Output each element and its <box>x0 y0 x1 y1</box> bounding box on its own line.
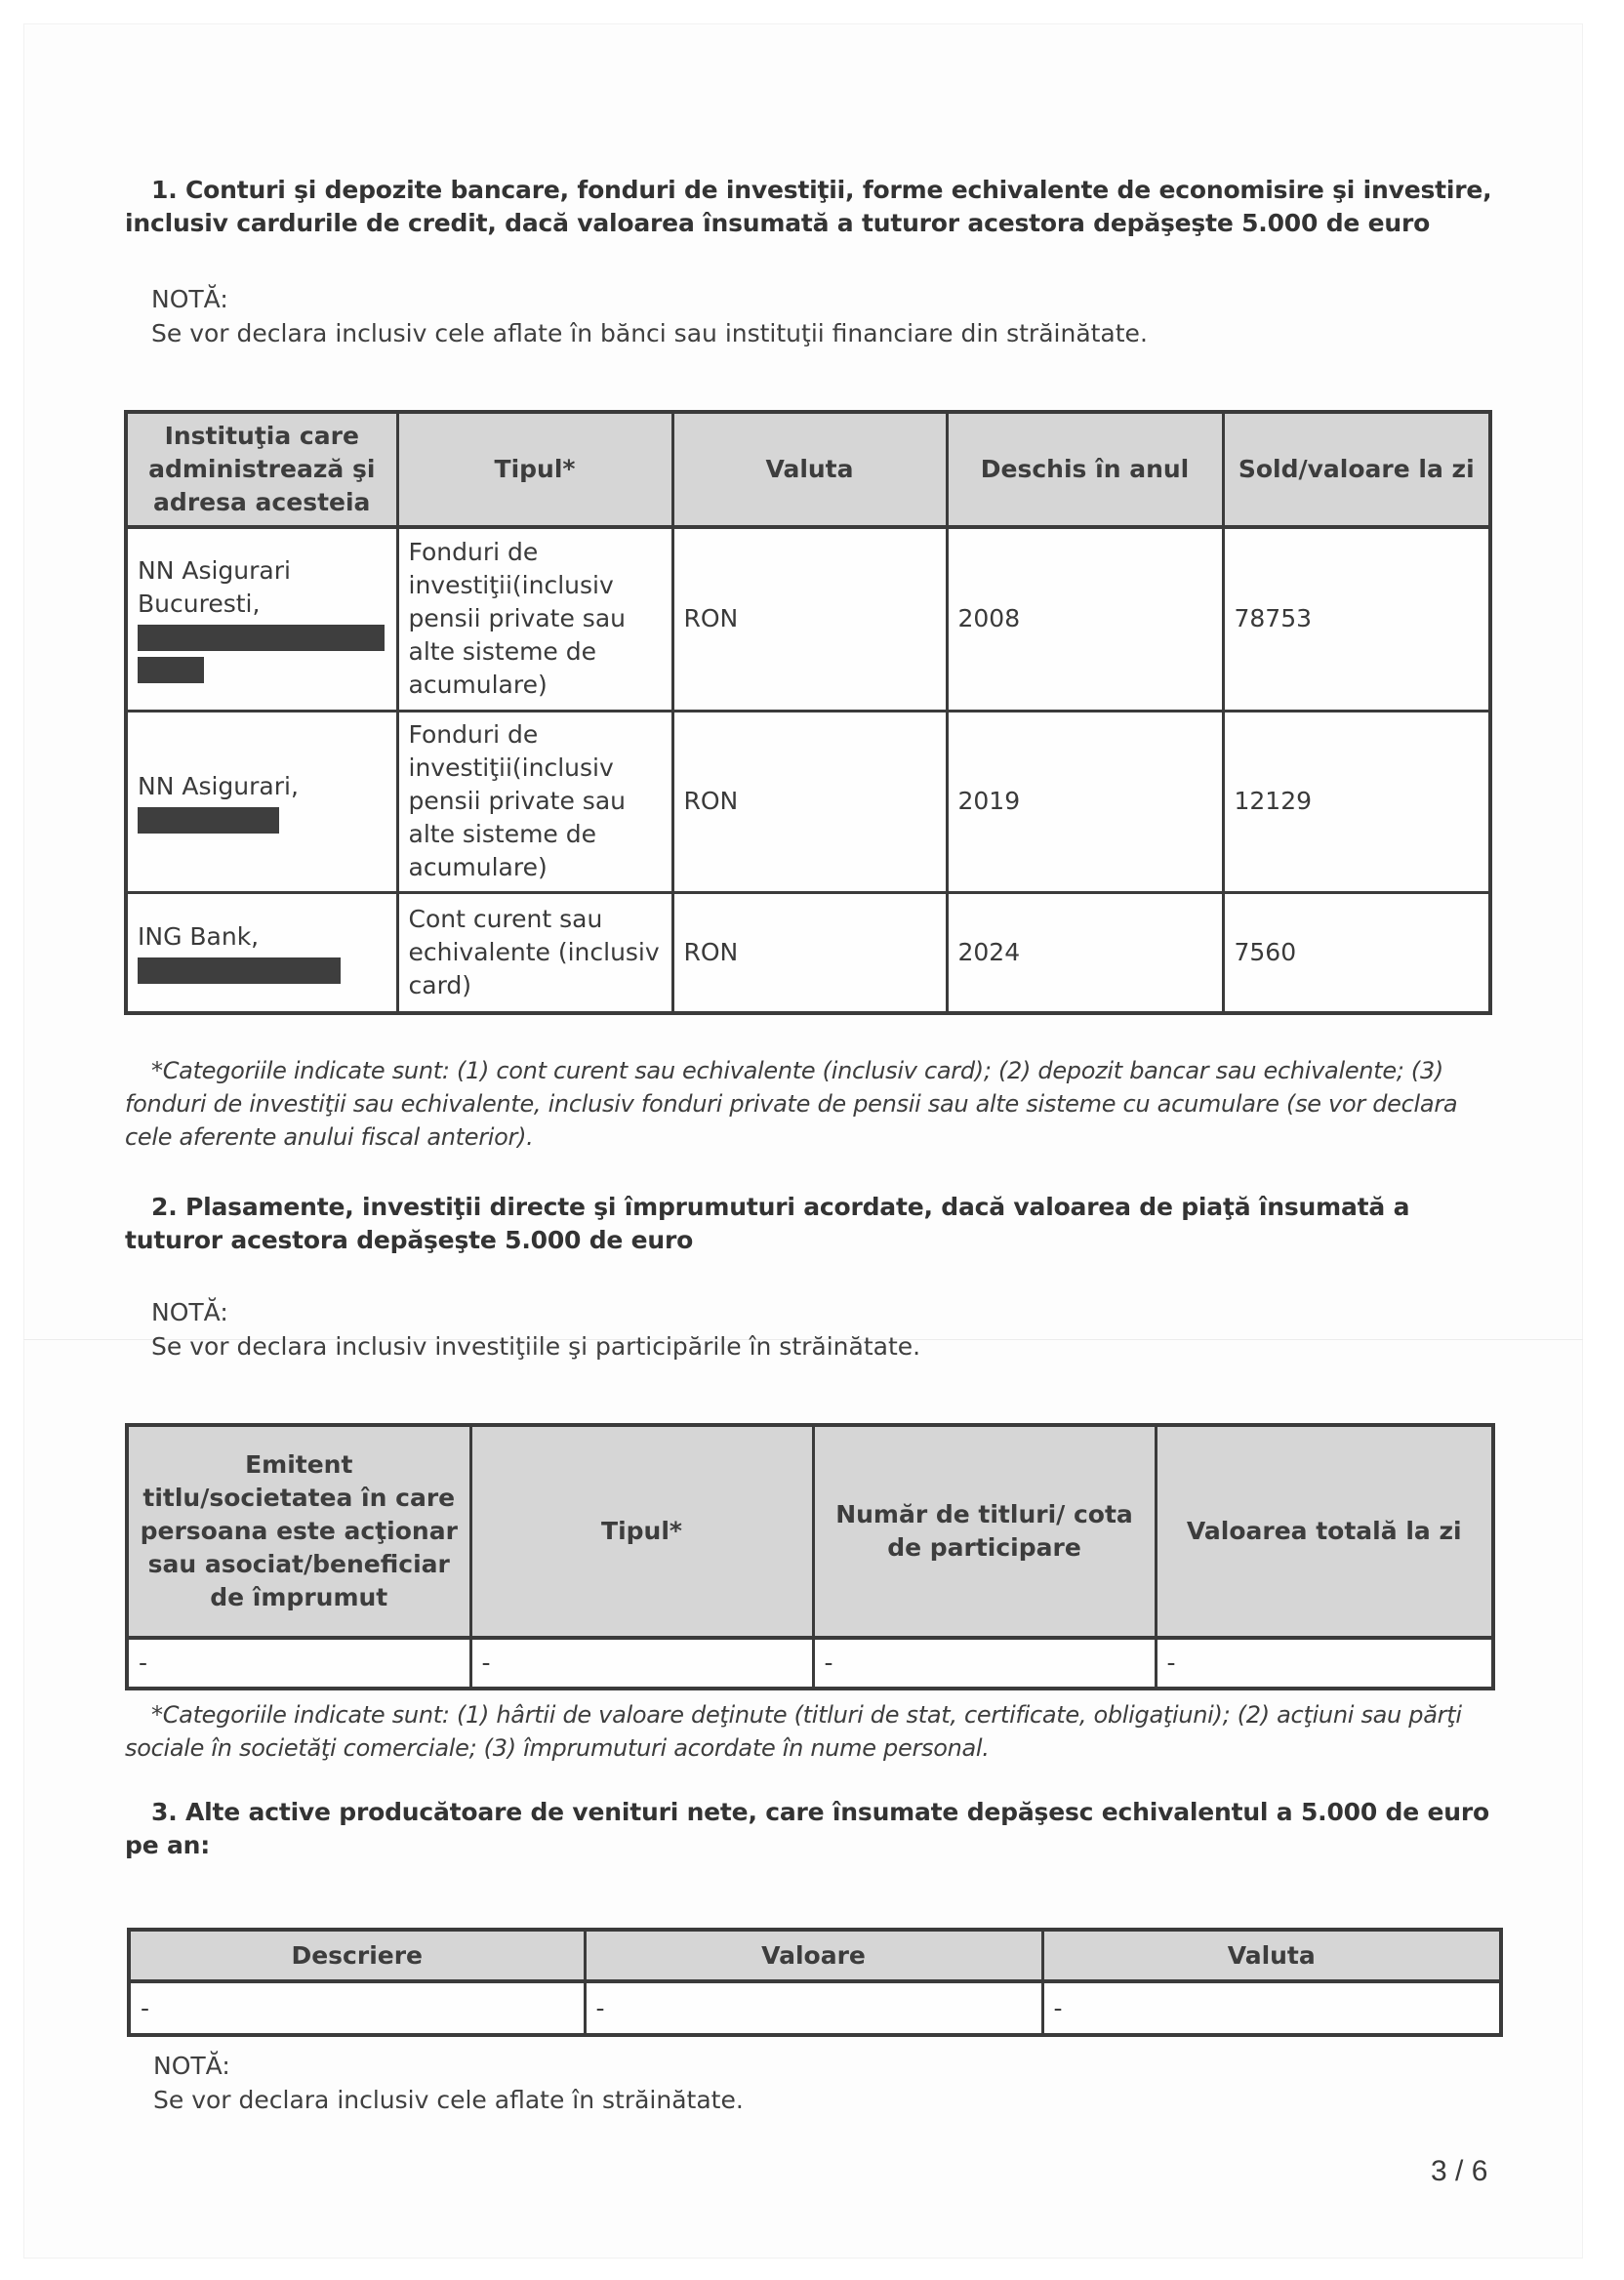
table-row <box>127 1638 1493 1689</box>
column-header-currency: Valuta <box>1042 1930 1501 1981</box>
column-header-value: Valoare <box>585 1930 1042 1981</box>
investments-table <box>125 1423 1495 1690</box>
opened-year-cell: 2024 <box>947 892 1223 1013</box>
section-3-note-label: NOTĂ: <box>153 2052 230 2080</box>
currency-cell: RON <box>672 527 947 711</box>
redacted-address <box>138 807 279 834</box>
column-header-issuer: Emitent titlu/societatea în care persoana este acţionar sau asociat/beneficiar de împrumut <box>127 1425 470 1638</box>
table-header-row <box>126 412 1490 527</box>
table-row <box>126 711 1490 892</box>
other-assets-table <box>127 1928 1503 2037</box>
institution-name: NN Asigurari Bucuresti, <box>138 556 291 619</box>
balance-cell: 78753 <box>1223 527 1490 711</box>
table-row <box>126 527 1490 711</box>
column-header-currency: Valuta <box>672 412 947 527</box>
total-value-cell: - <box>1156 1638 1493 1689</box>
institution-cell <box>126 711 397 892</box>
column-header-type: Tipul* <box>470 1425 813 1638</box>
currency-cell: - <box>1042 1981 1501 2035</box>
type-cell: Fonduri de investiţii(inclusiv pensii private sau alte sisteme de acumulare) <box>397 527 672 711</box>
column-header-shares-count: Număr de titluri/ cota de participare <box>813 1425 1156 1638</box>
column-header-balance: Sold/valoare la zi <box>1223 412 1490 527</box>
column-header-description: Descriere <box>129 1930 585 1981</box>
value-cell: - <box>585 1981 1042 2035</box>
redacted-address <box>138 625 385 651</box>
issuer-cell: - <box>127 1638 470 1689</box>
institution-name: NN Asigurari, <box>138 771 299 800</box>
column-header-institution: Instituţia care administrează şi adresa acesteia <box>126 412 397 527</box>
currency-cell: RON <box>672 711 947 892</box>
column-header-type: Tipul* <box>397 412 672 527</box>
description-cell: - <box>129 1981 585 2035</box>
section-2-note-label: NOTĂ: <box>151 1298 228 1326</box>
opened-year-cell: 2008 <box>947 527 1223 711</box>
balance-cell: 7560 <box>1223 892 1490 1013</box>
institution-name: ING Bank, <box>138 922 260 952</box>
column-header-opened-year: Deschis în anul <box>947 412 1223 527</box>
opened-year-cell: 2019 <box>947 711 1223 892</box>
shares-count-cell: - <box>813 1638 1156 1689</box>
table-row <box>126 892 1490 1013</box>
section-3-note-text: Se vor declara inclusiv cele aflate în străinătate. <box>153 2086 744 2114</box>
type-cell: Cont curent sau echivalente (inclusiv card) <box>397 892 672 1013</box>
type-cell: Fonduri de investiţii(inclusiv pensii private sau alte sisteme de acumulare) <box>397 711 672 892</box>
section-1-note-label: NOTĂ: <box>151 285 228 313</box>
section-2-title: 2. Plasamente, investiţii directe şi împrumuturi acordate, dacă valoarea de piaţă însumată a tuturor acestora depăşeşte 5.000 de euro <box>125 1193 1410 1254</box>
currency-cell: RON <box>672 892 947 1013</box>
column-header-total-value: Valoarea totală la zi <box>1156 1425 1493 1638</box>
table-header-row <box>129 1930 1501 1981</box>
institution-cell <box>126 527 397 711</box>
redacted-address <box>138 957 341 984</box>
table-row <box>129 1981 1501 2035</box>
type-cell: - <box>470 1638 813 1689</box>
redacted-address <box>138 657 204 683</box>
section-1-note-text: Se vor declara inclusiv cele aflate în bănci sau instituţii financiare din străinătate. <box>151 319 1148 347</box>
section-2-footnote: *Categoriile indicate sunt: (1) hârtii de valoare deţinute (titluri de stat, certificate, obligaţiuni); (2) acţiuni sau părţi sociale în societăţi comerciale; (3) împrumuturi acordate în nume personal. <box>125 1701 1462 1762</box>
page-number: 3 / 6 <box>1431 2155 1488 2187</box>
table-header-row <box>127 1425 1493 1638</box>
section-1-title: 1. Conturi şi depozite bancare, fonduri de investiţii, forme echivalente de economisire şi investire, inclusiv cardurile de credit, dacă valoarea însumată a tuturor acestora depăşeşte 5.000 de euro <box>125 176 1492 237</box>
balance-cell: 12129 <box>1223 711 1490 892</box>
section-1-footnote: *Categoriile indicate sunt: (1) cont curent sau echivalente (inclusiv card); (2) depozit bancar sau echivalente; (3) fonduri de investiţii sau echivalente, inclusiv fonduri private de pensii sau alte sisteme cu acumulare (se vor declara cele aferente anului fiscal anterior). <box>125 1057 1458 1151</box>
section-3-title: 3. Alte active producătoare de venituri nete, care însumate depăşesc echivalentul a 5.000 de euro pe an: <box>125 1798 1489 1859</box>
bank-accounts-table <box>124 410 1492 1015</box>
institution-cell <box>126 892 397 1013</box>
section-2-note-text: Se vor declara inclusiv investiţiile şi participările în străinătate. <box>151 1332 921 1361</box>
